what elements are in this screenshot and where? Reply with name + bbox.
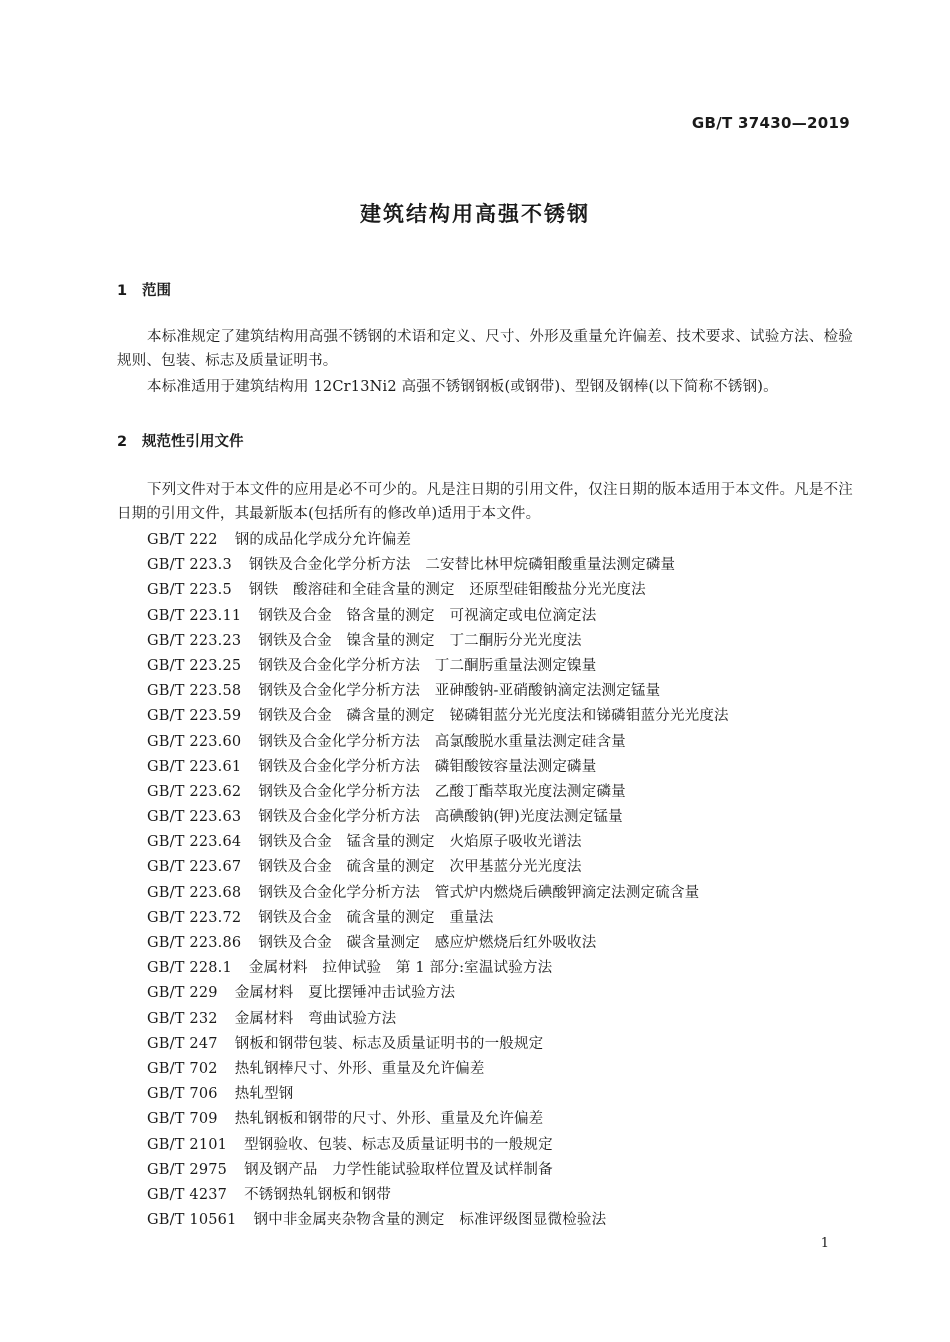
section-2-paragraph-1: 下列文件对于本文件的应用是必不可少的。凡是注日期的引用文件，仅注日期的版本适用于本文件。凡是不注日期的引用文件，其最新版本(包括所有的修改单)适用于本文件。 [117,482,853,522]
reference-title: 金属材料 拉伸试验 第 1 部分:室温试验方法 [248,960,553,977]
reference-code: GB/T 223.67 [147,859,242,876]
reference-code: GB/T 232 [147,1010,218,1027]
reference-title: 热轧钢棒尺寸、外形、重量及允许偏差 [234,1060,485,1077]
reference-item [147,578,867,603]
reference-title: 不锈钢热轧钢板和钢带 [244,1186,392,1203]
reference-code: GB/T 223.11 [147,607,242,624]
section-1-paragraph-2: 本标准适用于建筑结构用 12Cr13Ni2 高强不锈钢钢板(或钢带)、型钢及钢棒(以下简称不锈钢)。 [147,379,778,395]
reference-title: 钢铁及合金化学分析方法 高氯酸脱水重量法测定硅含量 [258,733,626,750]
section-title: 范围 [142,283,171,299]
reference-title: 钢铁及合金化学分析方法 亚砷酸钠-亚硝酸钠滴定法测定锰量 [258,683,661,700]
reference-item [147,755,867,780]
reference-code: GB/T 223.3 [147,557,232,574]
reference-item [147,679,867,704]
reference-code: GB/T 222 [147,532,218,548]
section-title: 规范性引用文件 [142,434,244,450]
reference-item [147,881,867,906]
reference-title: 钢铁及合金化学分析方法 丁二酮肟重量法测定镍量 [258,657,597,674]
reference-title: 钢铁及合金 锰含量的测定 火焰原子吸收光谱法 [258,834,582,851]
reference-code: GB/T 223.5 [147,582,232,599]
document-title: 建筑结构用高强不锈钢 [360,202,590,226]
reference-title: 钢的成品化学成分允许偏差 [234,532,412,548]
reference-item [147,780,867,805]
reference-title: 钢及钢产品 力学性能试验取样位置及试样制备 [244,1161,553,1178]
reference-item [147,1107,867,1132]
reference-item [147,931,867,956]
reference-title: 钢中非金属夹杂物含量的测定 标准评级图显微检验法 [253,1212,607,1229]
reference-title: 钢铁及合金 硫含量的测定 重量法 [258,909,494,926]
reference-code: GB/T 2975 [147,1161,228,1178]
reference-item [147,956,867,981]
reference-title: 钢铁及合金 磷含量的测定 铋磷钼蓝分光光度法和锑磷钼蓝分光光度法 [258,708,729,725]
reference-item [147,1007,867,1032]
reference-title: 钢铁及合金 镍含量的测定 丁二酮肟分光光度法 [258,632,582,649]
reference-code: GB/T 709 [147,1111,218,1128]
reference-item [147,528,867,553]
reference-title: 型钢验收、包装、标志及质量证明书的一般规定 [244,1136,553,1153]
reference-item [147,730,867,755]
reference-title: 钢板和钢带包装、标志及质量证明书的一般规定 [234,1035,544,1052]
section-1-paragraph-1: 本标准规定了建筑结构用高强不锈钢的术语和定义、尺寸、外形及重量允许偏差、技术要求、试验方法、检验规则、包装、标志及质量证明书。 [117,329,853,369]
reference-code: GB/T 223.59 [147,708,242,725]
standard-code: GB/T 37430—2019 [691,114,850,132]
reference-item [147,629,867,654]
reference-code: GB/T 223.23 [147,632,242,649]
reference-item [147,830,867,855]
reference-item [147,553,867,578]
reference-item [147,805,867,830]
reference-code: GB/T 706 [147,1086,218,1103]
reference-item [147,1057,867,1082]
reference-title: 钢铁及合金化学分析方法 磷钼酸铵容量法测定磷量 [258,758,597,775]
reference-code: GB/T 223.86 [147,935,242,951]
reference-item [147,981,867,1006]
reference-item [147,1133,867,1158]
reference-code: GB/T 229 [147,985,218,1002]
reference-title: 钢铁及合金 铬含量的测定 可视滴定或电位滴定法 [258,607,597,624]
reference-item [147,654,867,679]
reference-item [147,1158,867,1183]
reference-code: GB/T 2101 [147,1136,228,1153]
reference-code: GB/T 247 [147,1035,218,1052]
reference-title: 钢铁及合金 硫含量的测定 次甲基蓝分光光度法 [258,859,582,876]
reference-title: 热轧型钢 [234,1086,294,1103]
reference-item [147,906,867,931]
reference-item [147,855,867,880]
reference-title: 钢铁及合金化学分析方法 二安替比林甲烷磷钼酸重量法测定磷量 [248,557,676,574]
reference-code: GB/T 10561 [147,1212,237,1229]
section-number: 1 [117,283,128,299]
section-1-heading [117,279,171,300]
page-number: 1 [820,1236,829,1251]
reference-code: GB/T 4237 [147,1186,228,1203]
reference-code: GB/T 702 [147,1060,218,1077]
reference-title: 热轧钢板和钢带的尺寸、外形、重量及允许偏差 [234,1111,544,1128]
section-number: 2 [117,434,128,450]
reference-code: GB/T 223.61 [147,758,242,775]
reference-item [147,604,867,629]
reference-code: GB/T 223.64 [147,834,242,851]
reference-item [147,1183,867,1208]
reference-item [147,1208,867,1233]
reference-code: GB/T 223.72 [147,909,242,926]
reference-code: GB/T 228.1 [147,960,232,977]
reference-title: 钢铁及合金化学分析方法 管式炉内燃烧后碘酸钾滴定法测定硫含量 [258,884,700,901]
reference-code: GB/T 223.60 [147,733,242,750]
reference-code: GB/T 223.62 [147,783,242,800]
reference-title: 金属材料 弯曲试验方法 [234,1010,397,1027]
reference-title: 钢铁及合金化学分析方法 乙酸丁酯萃取光度法测定磷量 [258,783,626,800]
reference-item [147,1032,867,1057]
reference-title: 金属材料 夏比摆锤冲击试验方法 [234,985,456,1002]
reference-item [147,1082,867,1107]
reference-title: 钢铁及合金 碳含量测定 感应炉燃烧后红外吸收法 [258,935,597,951]
reference-code: GB/T 223.63 [147,809,242,826]
reference-code: GB/T 223.68 [147,884,242,901]
reference-title: 钢铁及合金化学分析方法 高碘酸钠(钾)光度法测定锰量 [258,809,623,826]
reference-list [147,528,867,1233]
reference-item [147,704,867,729]
reference-title: 钢铁 酸溶硅和全硅含量的测定 还原型硅钼酸盐分光光度法 [248,582,646,599]
section-2-heading [117,430,244,451]
reference-code: GB/T 223.25 [147,657,242,674]
reference-code: GB/T 223.58 [147,683,242,700]
